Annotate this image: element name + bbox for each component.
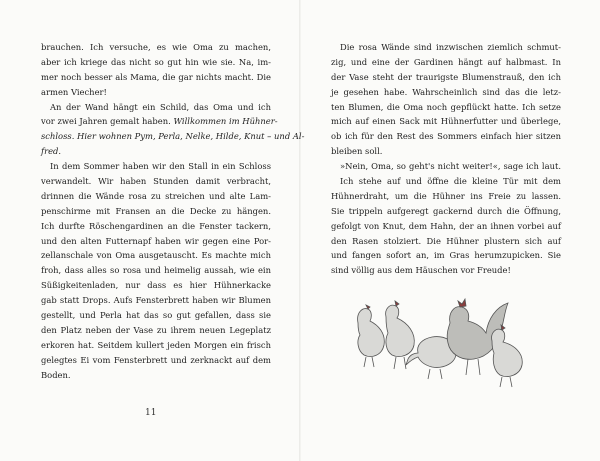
text-line: den Platz neben der Vase zu ihrem neuen Legeplatz <box>41 324 271 335</box>
text-line: Ich durfte Röschengardinen an die Fenster tackern, <box>41 220 271 231</box>
text-line: erkoren hat. Seitdem kullert jeden Morgen ein frisch <box>41 339 271 350</box>
text-line: und den alten Futternapf haben wir gegen eine Por- <box>41 235 271 246</box>
text-line: »Nein, Oma, so geht's nicht weiter!«, sage ich laut. <box>340 161 561 172</box>
text-line: und fangen sofort an, im Gras herumzupicken. Sie <box>331 250 561 261</box>
text-line: gab statt Drops. Aufs Fensterbrett haben wir Blumen <box>41 295 271 306</box>
text-line: armen Viecher! <box>41 86 107 97</box>
text-line: bleiben soll. <box>331 146 383 157</box>
text-line <box>41 129 305 144</box>
text-line: der Vase steht der traurigste Blumenstrauß, den ich <box>331 71 561 82</box>
sign-text: Willkommen im Hühner- <box>173 116 278 127</box>
text-line: sind völlig aus dem Häuschen vor Freude! <box>331 265 511 276</box>
text-line: brauchen. Ich versuche, es wie Oma zu machen, <box>41 42 271 52</box>
book-gutter <box>299 0 301 461</box>
text-line: mich auf einen Sack mit Hühnerfutter und überlege, <box>331 116 561 127</box>
text-line: ob ich für den Rest des Sommers einfach hier sitzen <box>331 131 561 142</box>
text-line <box>41 114 278 129</box>
text-line: penschirme mit Fransen an die Decke zu hängen. <box>41 205 271 216</box>
text-line: den Rasen stolziert. Die Hühner plustern sich auf <box>331 235 561 246</box>
text-line: drinnen die Wände rosa zu streichen und alte Lam- <box>41 190 271 201</box>
text-line: aber ich kriege das nicht so gut hin wie sie. Na, im- <box>41 56 271 67</box>
text-line: ten Blumen, die Oma noch gepflückt hatte. Ich setze <box>331 101 561 112</box>
sign-text-continued: schloss. Hier wohnen Pym, Perla, Nelke, Hilde, Knut – und Al- <box>41 131 305 142</box>
text-line: Die rosa Wände sind inzwischen ziemlich schmut- <box>340 42 561 52</box>
text-line <box>41 144 271 159</box>
text-line: verwandelt. Wir haben Stunden damit verbracht, <box>41 176 271 187</box>
text-line: mer noch besser als Mama, die gar nichts macht. Die <box>41 71 271 82</box>
text-line: froh, dass alles so rosa und heimelig aussah, wie ein <box>41 265 271 276</box>
sign-text-end: fred. <box>41 146 62 157</box>
text-line: gestellt, und Perla hat das so gut gefallen, dass sie <box>41 310 271 321</box>
page-number: 11 <box>145 408 157 418</box>
text-line: zellanschale von Oma ausgetauscht. Es machte mich <box>41 250 271 261</box>
text-line: Boden. <box>41 369 71 380</box>
hen-illustration-4 <box>492 325 523 387</box>
text-line: Ich stehe auf und öffne die kleine Tür mit dem <box>340 176 561 187</box>
text-line: zig, und eine der Gardinen hängt auf halbmast. In <box>331 56 561 67</box>
left-page <box>41 40 305 382</box>
text-segment: vor zwei Jahren gemalt haben. <box>41 116 174 127</box>
chickens-illustration <box>352 283 542 388</box>
hen-illustration-1 <box>358 305 385 367</box>
right-page <box>331 40 561 278</box>
text-line: gefolgt von Knut, dem Hahn, der an ihnen vorbei auf <box>331 220 561 231</box>
text-line: An der Wand hängt ein Schild, das Oma und ich <box>50 101 271 112</box>
text-line: Sie trippeln aufgeregt gackernd durch die Öffnung, <box>331 205 561 216</box>
text-line: Hühnerdraht, um die Hühner ins Freie zu lassen. <box>331 190 561 201</box>
text-line: je gesehen habe. Wahrscheinlich sind das die letz- <box>331 86 561 97</box>
text-line: gelegtes Ei vom Fensterbrett und zerknackt auf dem <box>41 354 271 365</box>
text-line: In dem Sommer haben wir den Stall in ein Schloss <box>50 161 271 172</box>
text-line: Süßigkeitenladen, nur dass es hier Hühnerkacke <box>41 280 271 291</box>
